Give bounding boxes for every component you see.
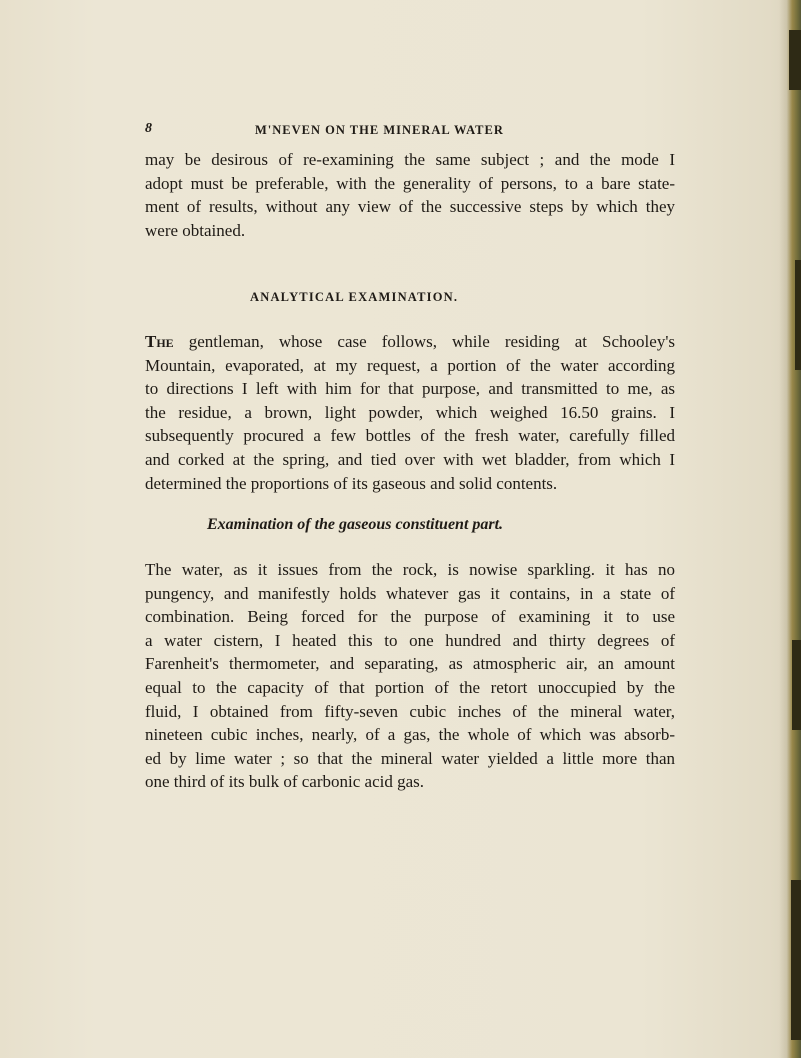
text-fragment: gentleman, whose case follows, while residing at Schooley's [173, 332, 675, 351]
text-line: Mountain, evaporated, at my request, a portion of the water according [145, 355, 675, 375]
text-line: adopt must be preferable, with the generality of persons, to a bare state- [145, 173, 675, 193]
sub-heading: Examination of the gaseous constituent part. [207, 516, 504, 533]
text-line: the residue, a brown, light powder, which weighed 16.50 grains. I [145, 402, 675, 422]
text-line: and corked at the spring, and tied over with wet bladder, from which I [145, 449, 675, 469]
text-line: The water, as it issues from the rock, is nowise sparkling. it has no [145, 560, 675, 579]
intro-paragraph [145, 148, 675, 242]
text-line: a water cistern, I heated this to one hundred and thirty degrees of [145, 630, 675, 650]
text-line: may be desirous of re-examining the same subject ; and the mode I [145, 150, 675, 169]
text-line: subsequently procured a few bottles of the fresh water, carefully filled [145, 426, 675, 446]
text-line: one third of its bulk of carbonic acid gas. [145, 772, 425, 792]
text-line: fluid, I obtained from fifty-seven cubic inches of the mineral water, [145, 701, 675, 721]
page-number: 8 [145, 121, 152, 136]
edge-stain [791, 880, 801, 1040]
text-line: were obtained. [145, 220, 246, 240]
text-line: ment of results, without any view of the successive steps by which they [145, 197, 675, 217]
text-line: nineteen cubic inches, nearly, of a gas, the whole of which was absorb- [145, 725, 675, 745]
text-line: ed by lime water ; so that the mineral water yielded a little more than [145, 748, 675, 768]
edge-stain [792, 640, 801, 730]
text-line: Farenheit's thermometer, and separating, as atmospheric air, an amount [145, 654, 675, 674]
running-title: M'NEVEN ON THE MINERAL WATER [255, 123, 504, 137]
drop-word: The [145, 332, 174, 351]
text-line: equal to the capacity of that portion of the retort unoccupied by the [145, 677, 675, 697]
section-heading: ANALYTICAL EXAMINATION. [250, 290, 459, 304]
text-line: to directions I left with him for that purpose, and transmitted to me, as [145, 379, 675, 399]
page-header [145, 121, 665, 139]
paragraph-gentleman [145, 330, 675, 495]
text-line [145, 330, 675, 354]
edge-stain [789, 30, 801, 90]
paragraph-water [145, 558, 675, 794]
text-line: determined the proportions of its gaseous and solid contents. [145, 473, 558, 493]
edge-stain [795, 260, 801, 370]
text-line: combination. Being forced for the purpose of examining it to use [145, 607, 675, 627]
text-line: pungency, and manifestly holds whatever gas it contains, in a state of [145, 583, 675, 603]
